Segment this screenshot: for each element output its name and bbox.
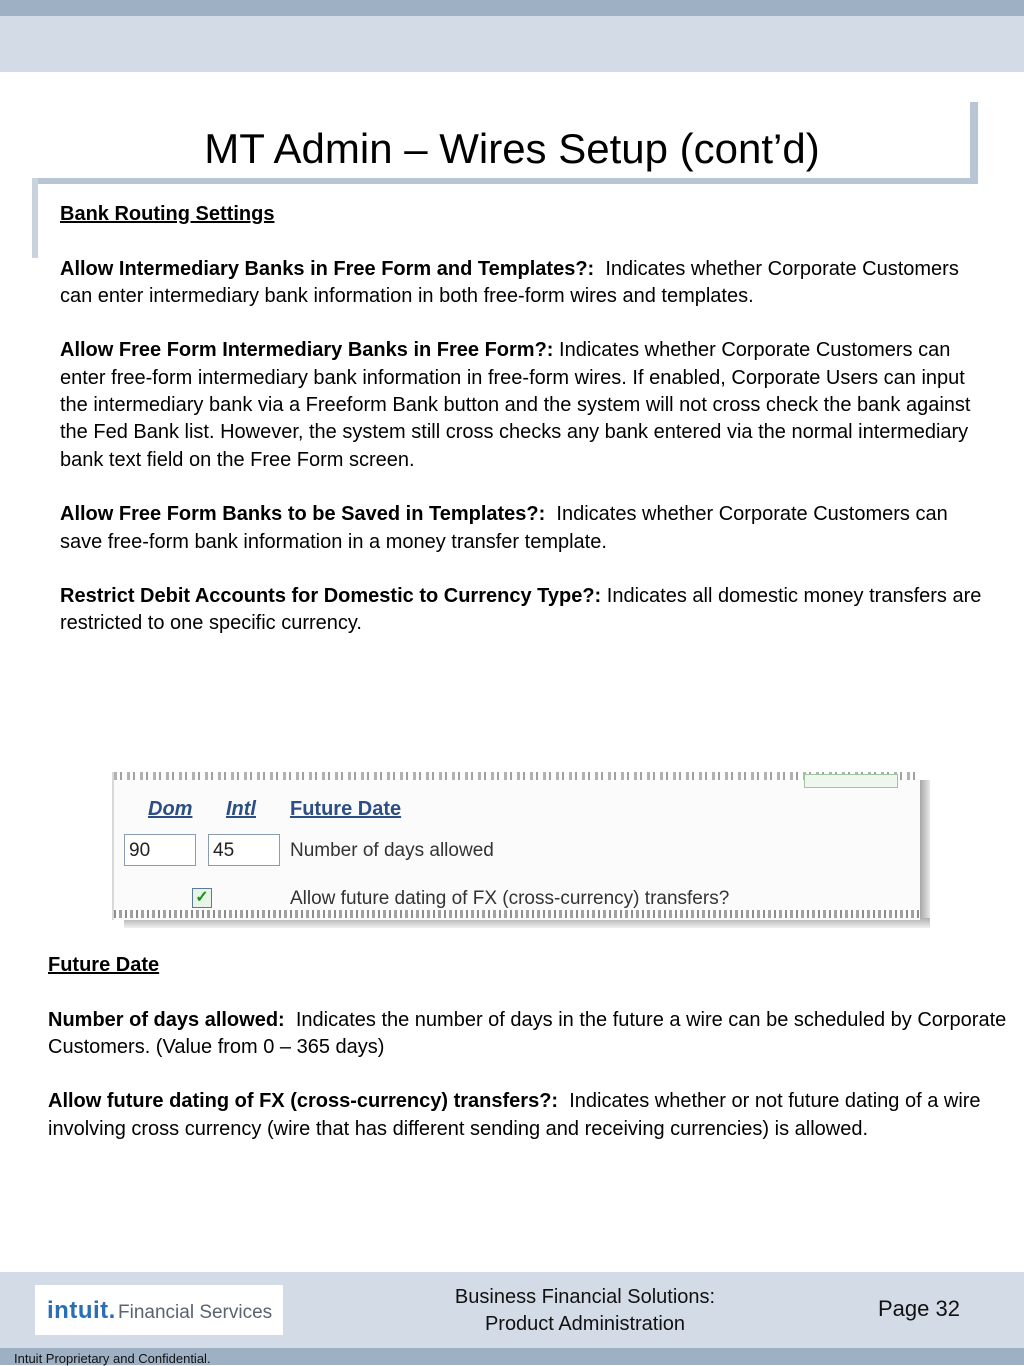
fx-future-dating-checkbox[interactable]: [192, 888, 212, 908]
settings-screenshot: [112, 772, 932, 930]
definition-item: [60, 501, 995, 556]
definition-item: [60, 337, 995, 473]
partial-field: [804, 774, 898, 788]
title-underline: [32, 178, 978, 184]
intl-column-header[interactable]: Intl: [226, 798, 256, 820]
content-frame-left: [32, 178, 38, 258]
screenshot-panel: [112, 772, 920, 920]
header-band-light: [0, 16, 1024, 72]
bank-routing-section: [60, 201, 995, 665]
slide-title: MT Admin – Wires Setup (cont’d): [204, 125, 820, 172]
definition-term: Allow Free Form Banks to be Saved in Templates?:: [60, 503, 546, 526]
dom-column-header[interactable]: Dom: [148, 798, 193, 820]
footer-line-1: Business Financial Solutions:: [454, 1286, 716, 1308]
definition-term: Restrict Debit Accounts for Domestic to Currency Type?:: [60, 585, 602, 608]
definition-text: Indicates whether Corporate Customers can save free-form bank information in a money transfer template.: [60, 503, 948, 553]
definition-item: [48, 1088, 1008, 1143]
torn-edge-top: [114, 772, 920, 780]
check-icon: ✓: [195, 889, 209, 906]
torn-edge-bottom: [114, 910, 920, 918]
logo-subtitle: Financial Services: [118, 1302, 273, 1323]
definition-item: [60, 583, 995, 638]
section-heading: Future Date: [48, 954, 160, 976]
definition-text: Indicates whether Corporate Customers can enter intermediary bank information in both free-form wires and templates.: [60, 257, 959, 307]
definition-term: Number of days allowed:: [48, 1008, 285, 1031]
days-allowed-label: Number of days allowed: [290, 840, 494, 861]
future-date-section: [48, 952, 1008, 1170]
definition-text: Indicates all domestic money transfers are restricted to one specific currency.: [60, 585, 982, 635]
footer-caption: [400, 1284, 770, 1338]
future-date-header[interactable]: Future Date: [290, 798, 402, 820]
dom-days-input[interactable]: 90: [124, 834, 196, 866]
fx-future-dating-label: Allow future dating of FX (cross-currency) transfers?: [290, 888, 730, 909]
page-number: Page 32: [878, 1296, 960, 1321]
header-band-dark: [0, 0, 1024, 16]
definition-text: Indicates whether or not future dating of a wire involving cross currency (wire that has different sending and receiving currencies) is allowed.: [48, 1090, 981, 1140]
definition-term: Allow Free Form Intermediary Banks in Free Form?:: [60, 339, 554, 362]
intl-days-input[interactable]: 45: [208, 834, 280, 866]
definition-item: [48, 1007, 1008, 1062]
definition-text: Indicates the number of days in the future a wire can be scheduled by Corporate Customers. (Value from 0 – 365 days): [48, 1008, 1007, 1058]
confidentiality-notice: Intuit Proprietary and Confidential.: [14, 1351, 211, 1366]
definition-term: Allow future dating of FX (cross-currency) transfers?:: [48, 1090, 559, 1113]
section-heading: Bank Routing Settings: [60, 203, 275, 225]
footer-line-2: Product Administration: [484, 1313, 686, 1335]
definition-item: [60, 256, 995, 311]
intuit-logo: [35, 1285, 283, 1335]
definition-text: Indicates whether Corporate Customers can enter free-form intermediary bank information in free-form wires. If enabled, Corporate Users can input the intermediary bank via a Freeform Bank button and the system will not cross check the bank against the Fed Bank list. However, the system still cross checks any bank entered via the normal intermediary bank text field on the Free Form screen.: [60, 339, 971, 471]
logo-brand: intuit.: [47, 1297, 116, 1324]
definition-term: Allow Intermediary Banks in Free Form and Templates?:: [60, 257, 595, 280]
